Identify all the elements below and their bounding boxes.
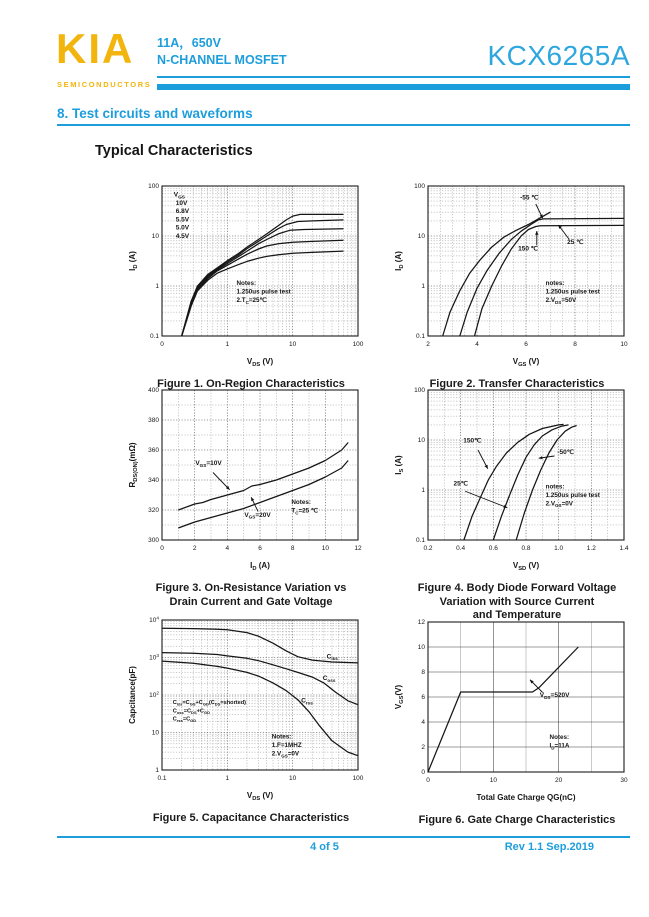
caption-line: Variation with Source Current [439,595,595,608]
figure6-chart [392,614,642,809]
svg-text:4.5V: 4.5V [175,232,190,240]
caption-line: Drain Current and Gate Voltage [169,595,333,608]
svg-text:RDS(ON)(mΩ): $R_{DS(ON)}(m\Omega)$ [128,442,140,488]
svg-text:100: 100 [414,387,425,395]
figure1-chart [126,178,376,373]
svg-text:VGS: $V_{GS}$ [173,191,185,200]
svg-text:Crss=CGD: $C_{rss}=C_{GD}$ [172,716,197,724]
svg-text:notes:: notes: [545,483,565,491]
svg-text:0.2: 0.2 [423,545,433,552]
svg-text:2.VDS=50V: $2.V_{DS}=50V$ [545,297,577,305]
svg-text:Ciss=CGS+CGD(CDS=shorted): $C_{iss}=C_{GS}+C_{GD}(C_{DS}=shorted)$ [172,700,247,707]
svg-text:-50℃: -50℃ [557,448,575,456]
svg-text:1: 1 [225,341,230,348]
svg-text:VDS (V): $V_{DS}$ (V) [246,791,274,802]
svg-text:0.1: 0.1 [149,333,159,341]
svg-text:1.0: 1.0 [554,545,564,552]
svg-text:1.2: 1.2 [586,545,596,552]
svg-text:1.250us pulse test: 1.250us pulse test [545,491,600,499]
svg-text:100: 100 [352,775,364,782]
svg-text:100: 100 [148,183,159,191]
footer-rule [57,836,630,838]
svg-text:360: 360 [148,447,159,455]
svg-text:0.1: 0.1 [415,333,425,341]
caption-line: Figure 2. Transfer Characteristics [429,378,605,390]
device-summary [157,35,287,69]
svg-text:4: 4 [225,545,230,552]
svg-text:Coss: $C_{oss}$ [322,675,336,683]
svg-text:Total Gate Charge QG(nC): Total Gate Charge QG(nC) [476,793,576,802]
svg-text:8: 8 [290,545,295,552]
svg-text:1: 1 [155,767,159,775]
svg-text:8: 8 [573,341,577,348]
caption-line: Figure 4. Body Diode Forward Voltage [417,582,617,594]
svg-text:ID=11A: $I_D=11A$ [549,742,570,751]
svg-text:VDS (V): $V_{DS}$ (V) [246,357,274,368]
svg-text:0: 0 [426,777,430,784]
svg-text:10: 10 [151,233,159,241]
figure5-caption [126,812,376,826]
svg-text:2: 2 [426,341,430,348]
svg-text:6: 6 [524,341,528,348]
svg-text:25℃: 25℃ [453,480,469,488]
svg-text:103: $10^3$ [149,652,159,662]
svg-text:10: 10 [417,233,425,241]
svg-text:0.1: 0.1 [157,775,167,782]
svg-text:2.TC=25℃: $2.T_C=25℃$ [236,297,267,305]
svg-text:2: 2 [192,545,197,552]
svg-text:380: 380 [148,417,159,425]
svg-text:320: 320 [148,507,159,515]
svg-text:Crss: $C_{rss}$ [301,697,313,706]
svg-text:VGS=20V: $V_{GS}=20V$ [244,511,271,520]
svg-text:ID (A): $I_D$ (A) [250,561,270,572]
svg-text:2.VGS=0V: $2.V_{GS}=0V$ [271,750,300,759]
svg-text:150 ℃: 150 ℃ [518,245,539,253]
svg-text:340: 340 [148,477,159,485]
svg-text:0.8: 0.8 [521,545,531,552]
caption-line: Figure 6. Gate Charge Characteristics [418,814,616,826]
svg-text:ID (A): $I_D$ (A) [394,251,406,271]
svg-text:10: 10 [151,729,159,737]
svg-text:10: 10 [321,545,329,552]
figure-5 [126,612,376,826]
caption-line: Figure 5. Capacitance Characteristics [152,812,350,824]
svg-text:400: 400 [148,387,159,395]
figure3-caption [126,582,376,609]
kia-logo-subtext: SEMICONDUCTORS [57,80,152,89]
svg-text:0: 0 [421,769,425,777]
page-number: 4 of 5 [310,841,339,853]
page-title: Typical Characteristics [95,143,253,159]
svg-text:1: 1 [155,283,159,291]
svg-text:6: 6 [258,545,262,552]
svg-text:1.250us pulse test: 1.250us pulse test [545,288,600,296]
svg-text:10: 10 [620,341,628,348]
svg-text:IS (A): $I_S$ (A) [394,455,406,475]
header-rule-thin [157,76,630,78]
svg-text:2.VGS=0V: $2.V_{GS}=0V$ [545,500,573,509]
caption-line: and Temperature [472,609,562,621]
svg-text:Notes:: Notes: [549,734,570,741]
svg-text:Ciss: $C_{iss}$ [326,653,338,662]
svg-text:VSD (V): $V_{SD}$ (V) [512,561,540,572]
svg-text:0.1: 0.1 [415,537,425,545]
svg-text:30: 30 [620,777,628,784]
svg-text:10: 10 [289,775,297,782]
svg-text:10V: 10V [175,199,188,207]
svg-text:10: 10 [417,644,425,652]
figure6-caption [392,814,642,828]
svg-text:12: 12 [354,545,362,552]
figure-2 [392,178,642,395]
svg-text:4: 4 [421,719,425,727]
svg-text:102: $10^2$ [149,690,159,700]
svg-text:104: $10^4$ [149,615,159,625]
svg-text:6.8V: 6.8V [175,208,190,215]
header-rule-thick [157,84,630,90]
svg-text:300: 300 [148,537,159,545]
kia-logo: KIA [56,25,135,72]
figure-1 [126,178,376,395]
figure5-chart [126,612,376,807]
device-rating: 11A，650V [157,36,221,50]
svg-text:12: 12 [417,619,425,627]
figure4-chart [392,382,642,577]
svg-text:VGS(V): $V_{GS}(V)$ [394,684,406,710]
figure-4 [392,382,642,623]
device-type: N-CHANNEL MOSFET [157,53,287,67]
svg-text:10: 10 [289,341,297,348]
svg-text:4: 4 [475,341,479,348]
svg-text:Notes:: Notes: [271,733,292,741]
svg-text:0.4: 0.4 [456,545,466,552]
part-number: KCX6265A [487,40,630,71]
svg-text:ID (A): $I_D$ (A) [128,251,140,271]
svg-text:0.6: 0.6 [488,545,498,552]
figure3-chart [126,382,376,577]
svg-text:25 ℃: 25 ℃ [567,238,584,246]
svg-text:Coss=CDS+CGD: $C_{oss}=C_{DS}+C_{GD}$ [172,708,210,715]
svg-text:10: 10 [489,777,497,784]
svg-text:10: 10 [417,437,425,445]
svg-text:-55 ℃: -55 ℃ [520,194,539,202]
svg-text:Notes:: Notes: [236,280,257,287]
section-title: 8. Test circuits and waveforms [57,106,253,121]
svg-text:0: 0 [160,545,164,552]
section-rule [57,124,630,126]
svg-text:VGS (V): $V_{GS}$ (V) [512,357,540,368]
svg-text:1: 1 [421,487,425,495]
svg-text:150℃: 150℃ [463,437,482,445]
caption-line: Figure 1. On-Region Characteristics [157,378,345,390]
caption-line: Figure 3. On-Resistance Variation vs [155,582,347,594]
svg-text:6: 6 [421,694,425,702]
svg-text:100: 100 [352,341,364,348]
svg-text:notes:: notes: [545,280,565,287]
svg-text:5.5V: 5.5V [175,216,190,224]
svg-text:0: 0 [160,341,164,348]
svg-text:5.0V: 5.0V [175,224,190,232]
svg-text:Notes:: Notes: [291,499,311,506]
svg-text:20: 20 [555,777,563,784]
svg-text:2: 2 [421,744,425,752]
figure2-chart [392,178,642,373]
svg-text:1.250us pulse test: 1.250us pulse test [236,288,291,296]
svg-text:1.F=1MHZ: 1.F=1MHZ [271,742,302,750]
svg-text:1: 1 [225,775,230,782]
revision-label: Rev 1.1 Sep.2019 [504,841,594,853]
svg-text:1: 1 [421,283,425,291]
svg-text:Capcitance(pF): Capcitance(pF) [128,666,137,724]
svg-text:TC=25 ℃: $T_C=25$ ℃ [291,507,319,516]
figure-3 [126,382,376,609]
figure-6 [392,614,642,828]
svg-text:1.4: 1.4 [619,545,629,552]
svg-text:100: 100 [414,183,425,191]
svg-text:VDS=520V: $V_{DS}=520V$ [539,692,570,700]
svg-text:VGS=10V: $V_{GS}=10V$ [195,460,222,468]
svg-text:8: 8 [421,669,425,677]
